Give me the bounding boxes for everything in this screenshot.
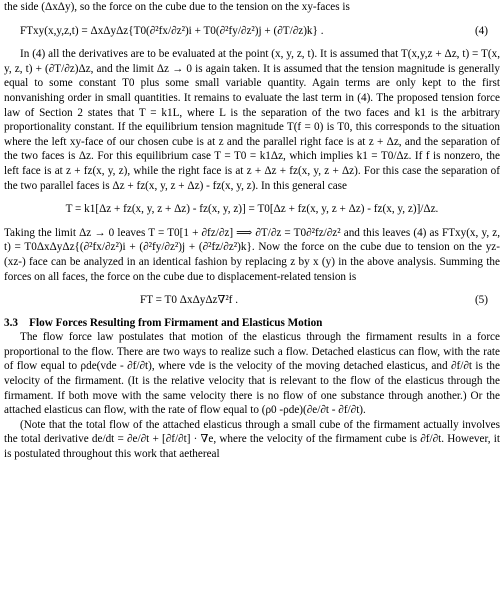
paragraph-2: Taking the limit Δz → 0 leaves T = T0[1 + ∂fz/∂z] ⟹ ∂T/∂z = T0∂²fz/∂z² and this leaves (4) as FTxy(x, y, z, t) = T0ΔxΔyΔz{(∂²fx/∂z²)i + (∂²fy/∂z²)j + (∂²fz/∂z²)k}. Now the force on the cube due to tension on the yz- (xz-) face can be analyzed in an identical fashion by replacing z by x (y) in the above analysis. Summing the forces on all faces, the force on the cube due to displacement-related tension is [4, 226, 500, 283]
equation-5-text: FT = T0 ΔxΔyΔz∇²f . [140, 294, 238, 307]
paragraph-4: (Note that the total flow of the attached elasticus through a small cube of the firmament actually involves the total derivative de/dt = ∂e/∂t + [∂f/∂t] · ∇e, where the velocity of the firmament cube is ∂f/∂t. However, it is postulated throughout this work that aethereal [4, 418, 500, 461]
equation-4-number: (4) [474, 24, 488, 37]
paragraph-1: In (4) all the derivatives are to be evaluated at the point (x, y, z, t). It is assumed that T(x,y,z + Δz, t) = T(x, y, z, t) + (∂T/∂z)Δz, and the limit Δz → 0 is again taken. It is assumed that the tension magnitude is generally equal to some constant T0 plus some small variable quantity. Again terms are only kept to the first nonvanishing order in small quantities. It remains to evaluate the last term in (4). The proposed tension force law of Section 2 states that T = k1L, where L is the separation of the two faces and k1 is the arbitrary proportionality constant. If the equilibrium tension magnitude T(f = 0) is T0, this corresponds to the situation where the left xy-face of our chosen cube is at z and the parallel right face is at z + Δz, and the separation of the two faces is Δz. For this equilibrium case T = T0 = k1Δz, which implies k1 = T0/Δz. If f is nonzero, the left face is at z + fz(x, y, z), while the right face is at z + Δz + fz(x, y, z + Δz). For this case the separation of the two parallel faces is Δz + fz(x, y, z + Δz) - fz(x, y, z). In this general case [4, 48, 500, 192]
equation-4-text: FTxy(x,y,z,t) = ΔxΔyΔz{T0(∂²fx/∂z²)i + T0(∂²fy/∂z²)j + (∂T/∂z)k} . [20, 24, 324, 37]
section-number: 3.3 [4, 316, 18, 329]
section-title: Flow Forces Resulting from Firmament and Elasticus Motion [29, 316, 323, 329]
paragraph-3: The flow force law postulates that motion of the elasticus through the firmament results in a force proportional to the flow. There are two ways to realize such a flow. Detached elasticus can flow, with the rate of flow equal to ρde(vde - ∂f/∂t), where vde is the velocity of the moving detached elasticus, and ∂f/∂t is the velocity of the firmament. (It is the relative velocity that is relevant to the flow of the elasticus through the firmament. If both move with the same velocity there is no flow of one substance through another.) Or the attached elasticus can flow, with the rate of flow equal to (ρ0 -ρde)(∂e/∂t - ∂f/∂t). [4, 331, 500, 417]
equation-5-number: (5) [474, 294, 488, 307]
equation-tension: T = k1[Δz + fz(x, y, z + Δz) - fz(x, y, z)] = T0[Δz + fz(x, y, z + Δz) - fz(x, y, z)]/Δz. [65, 203, 439, 216]
top-line: the side (ΔxΔy), so the force on the cube due to the tension on the xy-faces is [4, 1, 350, 13]
section-heading [4, 316, 500, 331]
equation-4 [4, 24, 500, 39]
equation-5 [4, 293, 500, 308]
